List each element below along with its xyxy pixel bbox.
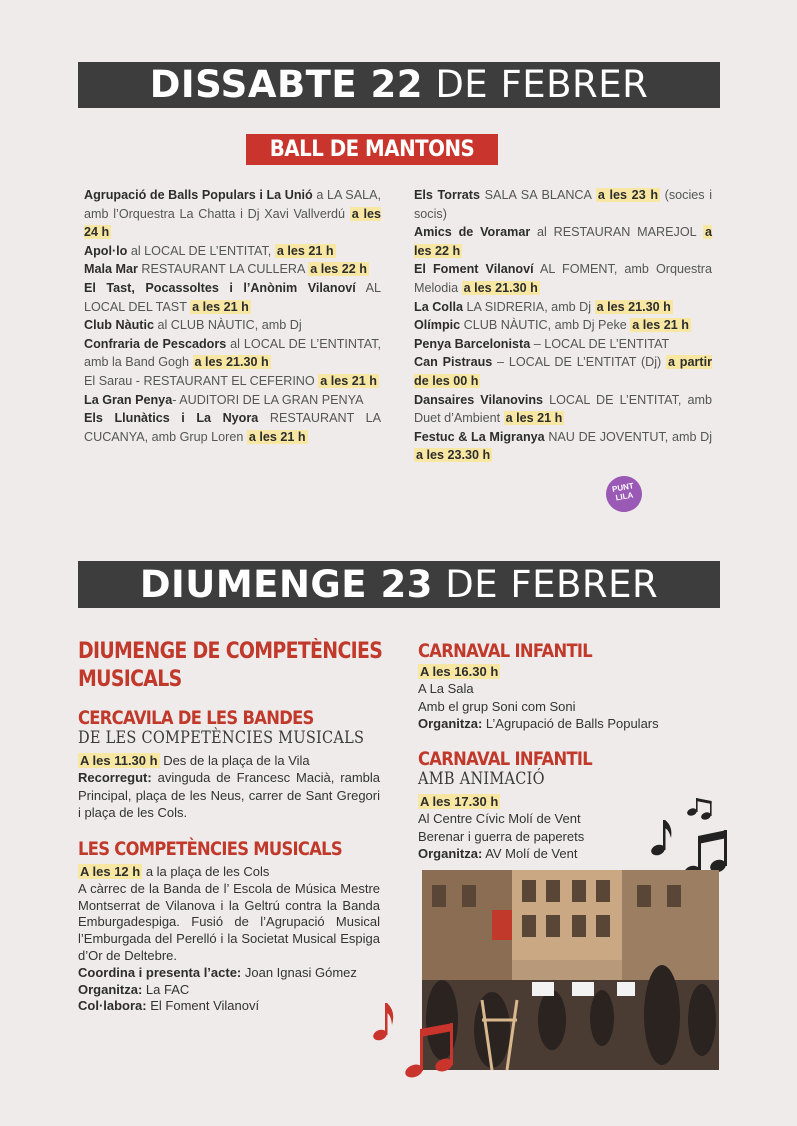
- event-entry: [414, 428, 712, 465]
- competencies-title-line2: MUSICALS: [78, 667, 182, 692]
- event-name: Can Pistraus: [414, 355, 493, 370]
- competencies-main-title: [78, 638, 382, 694]
- event-time: a les 22 h: [310, 262, 367, 277]
- ball-de-mantons-title: BALL DE MANTONS: [246, 134, 498, 165]
- event-entry: [414, 223, 712, 260]
- infantil1-line1: A La Sala: [418, 681, 474, 697]
- event-name: Amics de Voramar: [414, 225, 531, 240]
- event-place: al LOCAL DE L’ENTITAT,: [127, 243, 275, 258]
- competencies-block: [78, 864, 380, 1015]
- event-place: – LOCAL DE L’ENTITAT: [530, 336, 670, 351]
- carnaval-infantil-block-1: [418, 663, 718, 733]
- infantil2-org-label: Organitza:: [418, 846, 483, 862]
- collabora-text: El Foment Vilanoví: [146, 998, 260, 1014]
- event-place: RESTAURANT LA CUCANYA, amb Grup Loren: [84, 411, 382, 444]
- infantil1-time: A les 16.30 h: [420, 664, 499, 679]
- event-time: a partir de les 00 h: [414, 355, 712, 388]
- infantil1-line2: Amb el grup Soni com Soni: [418, 698, 576, 714]
- event-time: a les 23.30 h: [416, 448, 491, 463]
- cercavila-title: CERCAVILA DE LES BANDES: [78, 707, 314, 729]
- event-place: – LOCAL DE L’ENTITAT (Dj): [492, 355, 667, 370]
- competencies-title-line1: DIUMENGE DE COMPETÈNCIES: [78, 639, 383, 664]
- event-place: El Sarau - RESTAURANT EL CEFERINO: [84, 373, 319, 388]
- event-name: Penya Barcelonista: [414, 336, 531, 351]
- event-name: Apol·lo: [84, 243, 128, 258]
- recorregut-label: Recorregut:: [78, 770, 152, 786]
- event-name: Els Torrats: [414, 188, 480, 202]
- saturday-right-column: [414, 186, 712, 465]
- competencies-text: A càrrec de la Banda de l’ Escola de Música Mestre Montserrat de Vilanova i la Geltrú contra la Banda Emburgadespiga. Fusió de l’Agrupació Musical l’Emburgada del Perelló i la Societat Musical Espiga d’Or de Deltebre.: [78, 880, 380, 963]
- event-time: a les 23 h: [597, 188, 659, 202]
- sunday-banner: [78, 561, 720, 608]
- coordina-label: Coordina i presenta l’acte:: [78, 964, 242, 980]
- event-place: LOCAL DE L’ENTITAT, amb Duet d’Ambient: [414, 392, 712, 426]
- sunday-banner-light: DE FEBRER: [445, 563, 659, 606]
- event-entry: [84, 260, 381, 279]
- event-entry: [84, 242, 381, 261]
- event-name: Club Nàutic: [84, 318, 154, 333]
- event-place: - AUDITORI DE LA GRAN PENYA: [172, 392, 364, 407]
- event-place: NAU DE JOVENTUT, amb Dj: [544, 429, 712, 444]
- event-place: CLUB NÀUTIC, amb Dj Peke: [460, 318, 631, 333]
- infantil2-time: A les 17.30 h: [420, 794, 499, 809]
- infantil2-line2: Berenar i guerra de paperets: [418, 828, 585, 844]
- event-entry: [84, 279, 381, 316]
- event-place: SALA SA BLANCA: [480, 188, 596, 202]
- competencies-time: A les 12 h: [80, 864, 141, 879]
- carnaval-infantil-title-1: CARNAVAL INFANTIL: [418, 640, 593, 662]
- event-place: al CLUB NÀUTIC, amb Dj: [153, 318, 302, 333]
- recorregut-text: avinguda de Francesc Macià, rambla Principal, plaça de les Neus, carrer de Sant Gregori i plaça de les Cols.: [78, 770, 380, 821]
- event-entry: [84, 372, 381, 391]
- event-time: a les 21.30 h: [463, 280, 538, 295]
- event-entry: [84, 186, 381, 242]
- event-name: Mala Mar: [84, 262, 138, 277]
- event-place: LA SIDRERIA, amb Dj: [463, 299, 595, 314]
- cercavila-place: Des de la plaça de la Vila: [159, 753, 310, 768]
- event-name: Confraria de Pescadors: [84, 336, 227, 351]
- event-time: a les 21 h: [505, 411, 563, 426]
- event-name: Festuc & La Migranya: [414, 429, 545, 444]
- event-place: AL FOMENT, amb Orquestra Melodia: [414, 262, 712, 295]
- cercavila-block: [78, 752, 380, 822]
- event-entry: [84, 391, 381, 410]
- event-entry: [414, 186, 712, 223]
- organitza-text: La FAC: [142, 981, 190, 997]
- event-time: a les 24 h: [84, 206, 382, 240]
- event-time: a les 21 h: [192, 299, 249, 314]
- event-name: El Foment Vilanoví: [414, 262, 534, 277]
- competencies-title: LES COMPETÈNCIES MUSICALS: [78, 838, 342, 860]
- event-entry: [84, 335, 381, 372]
- carnaval-infantil-subtitle: AMB ANIMACIÓ: [418, 769, 545, 788]
- event-name: Agrupació de Balls Populars i La Unió: [84, 188, 313, 202]
- event-entry: [414, 353, 712, 390]
- event-place: a LA SALA, amb l’Orquestra La Chatta i Dj Xavi Vallverdú: [84, 188, 381, 221]
- event-entry: [414, 335, 712, 354]
- saturday-left-column: [84, 186, 381, 446]
- coordina-text: Joan Ignasi Gómez: [241, 964, 357, 980]
- cercavila-subtitle: DE LES COMPETÈNCIES MUSICALS: [78, 728, 365, 747]
- event-time: a les 21 h: [276, 243, 334, 258]
- infantil2-line1: Al Centre Cívic Molí de Vent: [418, 811, 581, 827]
- event-time: a les 21 h: [632, 318, 689, 333]
- event-time: a les 21 h: [320, 373, 377, 388]
- event-entry: [414, 391, 712, 428]
- collabora-label: Col·labora:: [78, 998, 147, 1014]
- event-entry: [414, 260, 712, 297]
- event-name: La Gran Penya: [84, 392, 173, 407]
- punt-lila-badge: PUNT LILA: [603, 473, 645, 515]
- event-entry: [414, 298, 712, 317]
- event-name: Olímpic: [414, 318, 461, 333]
- saturday-banner-bold: DISSABTE 22: [149, 63, 424, 106]
- event-entry: [414, 316, 712, 335]
- event-note: (socies i socis): [414, 188, 713, 221]
- event-time: a les 22 h: [414, 225, 712, 258]
- event-time: a les 21 h: [248, 429, 306, 444]
- sunday-banner-bold: DIUMENGE 23: [139, 563, 433, 606]
- event-time: a les 21.30 h: [596, 299, 671, 314]
- event-place: al LOCAL DE L’ENTINTAT, amb la Band Gogh: [84, 336, 381, 370]
- band-photo-image: [422, 870, 719, 1070]
- saturday-banner: [78, 62, 720, 108]
- red-music-notes-icon: [370, 985, 460, 1085]
- band-photo: [422, 870, 719, 1070]
- event-name: Els Llunàtics i La Nyora: [84, 411, 259, 426]
- event-time: a les 21.30 h: [194, 355, 269, 370]
- event-place: RESTAURANT LA CULLERA: [137, 262, 309, 277]
- event-name: Dansaires Vilanovins: [414, 392, 544, 407]
- infantil2-org-text: AV Molí de Vent: [482, 846, 578, 862]
- event-entry: [84, 409, 381, 446]
- event-place: AL LOCAL DEL TAST: [84, 280, 381, 314]
- competencies-place: a la plaça de les Cols: [142, 864, 270, 879]
- event-name: La Colla: [414, 299, 463, 314]
- event-entry: [84, 316, 381, 335]
- organitza-label: Organitza:: [78, 981, 143, 997]
- carnaval-infantil-title-2: CARNAVAL INFANTIL: [418, 748, 593, 770]
- infantil1-org-label: Organitza:: [418, 716, 483, 732]
- cercavila-time: A les 11.30 h: [80, 753, 158, 768]
- infantil1-org-text: L’Agrupació de Balls Populars: [482, 716, 659, 732]
- event-name: El Tast, Pocassoltes i l’Anònim Vilanoví: [84, 280, 356, 295]
- event-place: al RESTAURAN MAREJOL: [530, 225, 703, 240]
- saturday-banner-light: DE FEBRER: [435, 63, 649, 106]
